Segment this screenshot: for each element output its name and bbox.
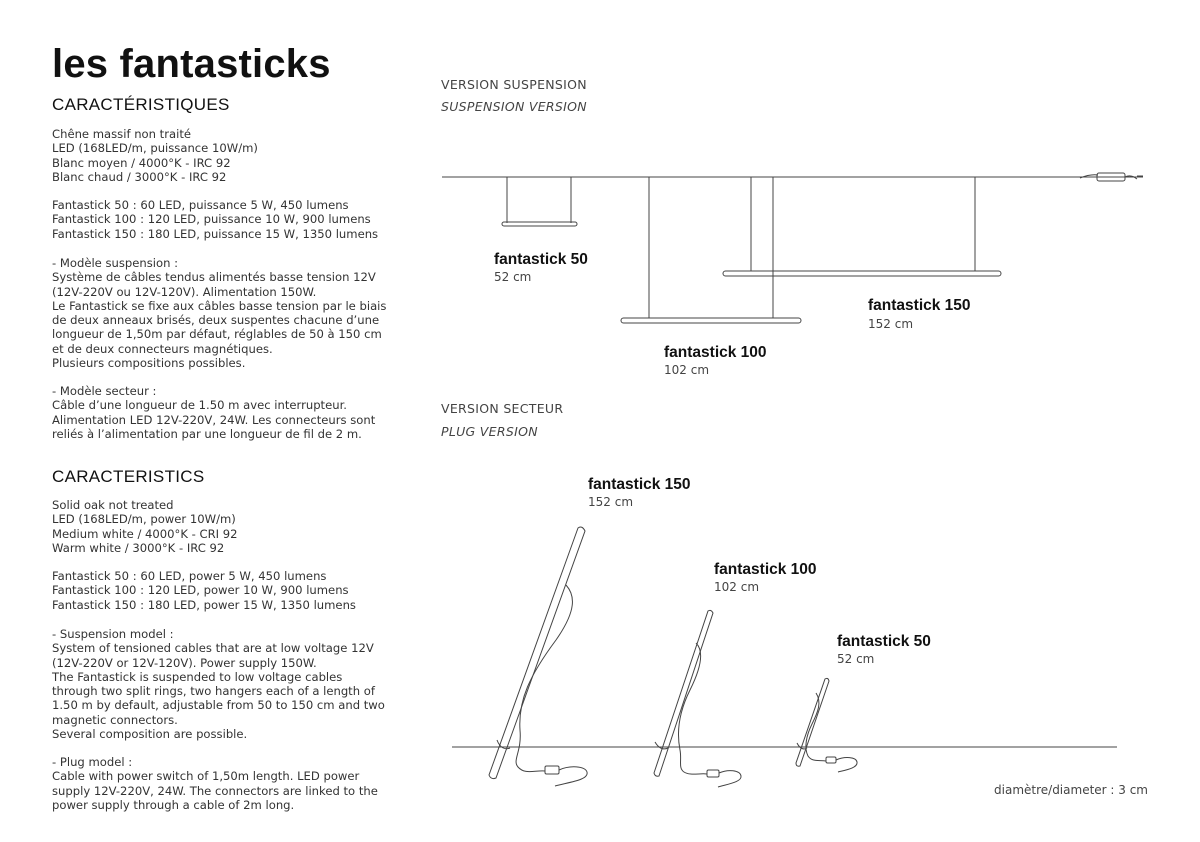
suspension-version-label-fr: VERSION SUSPENSION (441, 77, 587, 92)
fr-materials-text: Chêne massif non traité LED (168LED/m, puissance 10W/m) Blanc moyen / 4000°K - IRC 92 Blanc chaud / 3000°K - IRC 92 (52, 127, 258, 184)
plug-version-label-fr: VERSION SECTEUR (441, 401, 564, 416)
suspension-item-length: 152 cm (868, 317, 914, 331)
suspension-item-length: 52 cm (494, 270, 532, 284)
en-plug-text: - Plug model : Cable with power switch of 1,50m length. LED power supply 12V-220V, 24W. The connectors are linked to the power supply through a cable of 2m long. (52, 755, 378, 812)
plug-item-length: 52 cm (837, 652, 875, 666)
fr-suspension-text: - Modèle suspension : Système de câbles tendus alimentés basse tension 12V (12V-220V ou 12V-120V). Alimentation 150W. Le Fantastick se fixe aux câbles basse tension par le biais de deux anneaux brisés, deux suspentes chacune d’une longueur de 1,50m par défaut, réglables de 50 à 150 cm et de deux connecteurs magnétiques. Plusieurs compositions possibles. (52, 256, 387, 371)
fr-heading: CARACTÉRISTIQUES (52, 95, 230, 114)
en-heading: CARACTERISTICS (52, 467, 205, 486)
suspension-fantastick-150-drawing (723, 177, 1001, 276)
fr-power-text: Fantastick 50 : 60 LED, puissance 5 W, 450 lumens Fantastick 100 : 120 LED, puissance 10 W, 900 lumens Fantastick 150 : 180 LED, puissance 15 W, 1350 lumens (52, 198, 379, 241)
suspension-fantastick-100-drawing (621, 177, 801, 323)
plug-item-length: 102 cm (714, 580, 760, 594)
plug-item-name: fantastick 100 (714, 561, 817, 578)
plug-fantastick-100-drawing (654, 610, 741, 787)
en-suspension-text: - Suspension model : System of tensioned cables that are at low voltage 12V (12V-220V or 12V-120V). Power supply 150W. The Fantastick is suspended to low voltage cables through two split rings, two hangers each of a length of 1.50 m by default, adjustable from 50 to 150 cm and two magnetic connectors. Several composition are possible. (52, 627, 385, 742)
plug-item-name: fantastick 150 (588, 476, 691, 493)
suspension-item-name: fantastick 150 (868, 297, 971, 314)
diameter-note: diamètre/diameter : 3 cm (994, 783, 1148, 797)
plug-item-length: 152 cm (588, 495, 634, 509)
fr-plug-text: - Modèle secteur : Câble d’une longueur de 1.50 m avec interrupteur. Alimentation LED 12V-220V, 24W. Les connecteurs sont reliés à l’alimentation par une longueur de fil de 2 m. (52, 384, 376, 441)
page-title: les fantasticks (52, 42, 331, 86)
plug-version-label-en: PLUG VERSION (441, 424, 538, 439)
suspension-fantastick-50-drawing (502, 177, 577, 226)
suspension-item-name: fantastick 50 (494, 251, 588, 268)
suspension-item-name: fantastick 100 (664, 344, 767, 361)
plug-item-name: fantastick 50 (837, 633, 931, 650)
en-materials-text: Solid oak not treated LED (168LED/m, power 10W/m) Medium white / 4000°K - CRI 92 Warm white / 3000°K - IRC 92 (52, 498, 238, 555)
suspension-item-length: 102 cm (664, 363, 710, 377)
suspension-drawing (442, 173, 1143, 323)
suspension-version-label-en: SUSPENSION VERSION (441, 99, 587, 114)
plug-fantastick-50-drawing (796, 678, 857, 772)
en-power-text: Fantastick 50 : 60 LED, power 5 W, 450 lumens Fantastick 100 : 120 LED, power 10 W, 900 lumens Fantastick 150 : 180 LED, power 15 W, 1350 lumens (52, 569, 356, 612)
